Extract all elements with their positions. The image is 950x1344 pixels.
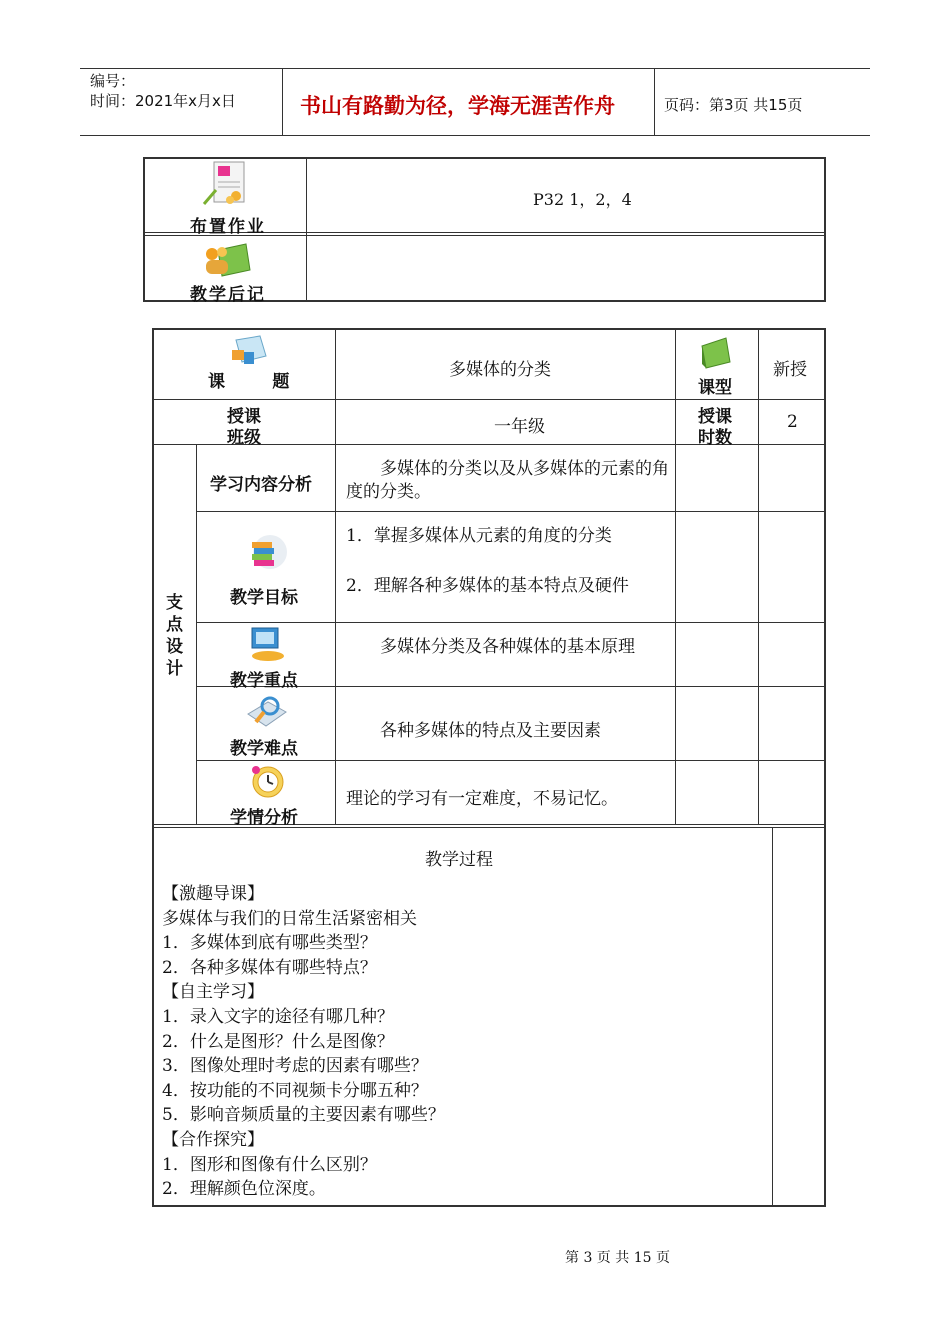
assign-homework-label: 布置作业 [190, 217, 266, 237]
difficulties-label: 教学难点 [230, 739, 298, 759]
process-line: 1．图形和图像有什么区别？ [162, 1154, 377, 1175]
process-line: 2．各种多媒体有哪些特点？ [162, 957, 377, 978]
lesson-type-label: 课型 [698, 378, 732, 398]
class-label-line1: 授课 [227, 407, 261, 427]
objective-line: 1．掌握多媒体从元素的角度的分类 [346, 526, 612, 546]
table-divider [758, 330, 759, 824]
key-points-label: 教学重点 [230, 671, 298, 691]
header-page-info: 页码：第3页 共15页 [664, 96, 803, 114]
student-analysis-label: 学情分析 [230, 808, 298, 828]
hours-label-line1: 授课 [698, 407, 732, 427]
table-rule [196, 622, 824, 623]
process-title: 教学过程 [425, 850, 493, 870]
content-analysis-text: 多媒体的分类以及从多媒体的元素的角度的分类。 [346, 459, 669, 502]
header-bottom-rule [80, 135, 870, 136]
topic-label: 课 题 [208, 372, 290, 392]
process-line: 1．录入文字的途径有哪几种？ [162, 1007, 394, 1027]
side-label-char: 点 [166, 615, 183, 635]
class-label-line2: 班级 [227, 428, 261, 448]
table-divider [335, 330, 336, 824]
side-label-char: 支 [166, 593, 183, 613]
homework-content: P32 1，2，4 [533, 190, 632, 209]
header-time: 时间：2021年x月x日 [90, 92, 236, 110]
process-line: 2．什么是图形？什么是图像？ [162, 1031, 394, 1052]
process-line: 5．影响音频质量的主要因素有哪些？ [162, 1105, 445, 1126]
objectives-icon [244, 530, 290, 576]
student-analysis-icon [246, 762, 288, 802]
objective-line: 2．理解各种多媒体的基本特点及硬件 [346, 576, 629, 596]
homework-icon [202, 160, 254, 208]
key-points-icon [246, 624, 288, 664]
table-divider [306, 159, 307, 300]
process-line: 【合作探究】 [162, 1130, 264, 1150]
header-divider [654, 68, 655, 135]
process-line: 1．多媒体到底有哪些类型？ [162, 933, 377, 954]
hours-label-line2: 时数 [698, 428, 732, 448]
difficulties-icon [244, 692, 290, 732]
process-line: 2．理解颜色位深度。 [162, 1179, 326, 1200]
header-number-label: 编号： [90, 72, 136, 90]
hours-value: 2 [787, 412, 798, 432]
header-divider [282, 68, 283, 135]
objectives-label: 教学目标 [230, 588, 298, 608]
process-line: 4．按功能的不同视频卡分哪五种？ [162, 1080, 428, 1101]
topic-value: 多媒体的分类 [449, 360, 551, 380]
topic-icon [226, 332, 270, 368]
side-label-design [166, 592, 183, 680]
table-divider [675, 330, 676, 824]
process-line: 【激趣导课】 [162, 884, 264, 904]
postscript-icon [200, 240, 252, 280]
teaching-postscript-label: 教学后记 [190, 285, 266, 305]
lesson-type-value: 新授 [773, 360, 807, 380]
side-label-char: 计 [166, 659, 183, 679]
student-analysis-text: 理论的学习有一定难度，不易记忆。 [346, 789, 618, 809]
table-rule [154, 399, 824, 400]
key-points-text: 多媒体分类及各种媒体的基本原理 [380, 637, 635, 657]
class-value: 一年级 [494, 417, 545, 437]
table-divider [772, 827, 773, 1205]
difficulties-text: 各种多媒体的特点及主要因素 [380, 721, 601, 741]
table-rule [196, 760, 824, 761]
table-rule [196, 511, 824, 512]
table-divider [196, 444, 197, 824]
lesson-type-icon [696, 334, 734, 372]
process-line: 3．图像处理时考虑的因素有哪些？ [162, 1056, 428, 1077]
header-top-rule [80, 68, 870, 69]
footer-page: 第 3 页 共 15 页 [565, 1250, 670, 1266]
header-motto: 书山有路勤为径，学海无涯苦作舟 [300, 93, 615, 118]
process-line: 多媒体与我们的日常生活紧密相关 [162, 908, 417, 929]
content-analysis-label: 学习内容分析 [210, 475, 312, 495]
side-label-char: 设 [166, 637, 183, 657]
process-line: 【自主学习】 [162, 982, 264, 1003]
